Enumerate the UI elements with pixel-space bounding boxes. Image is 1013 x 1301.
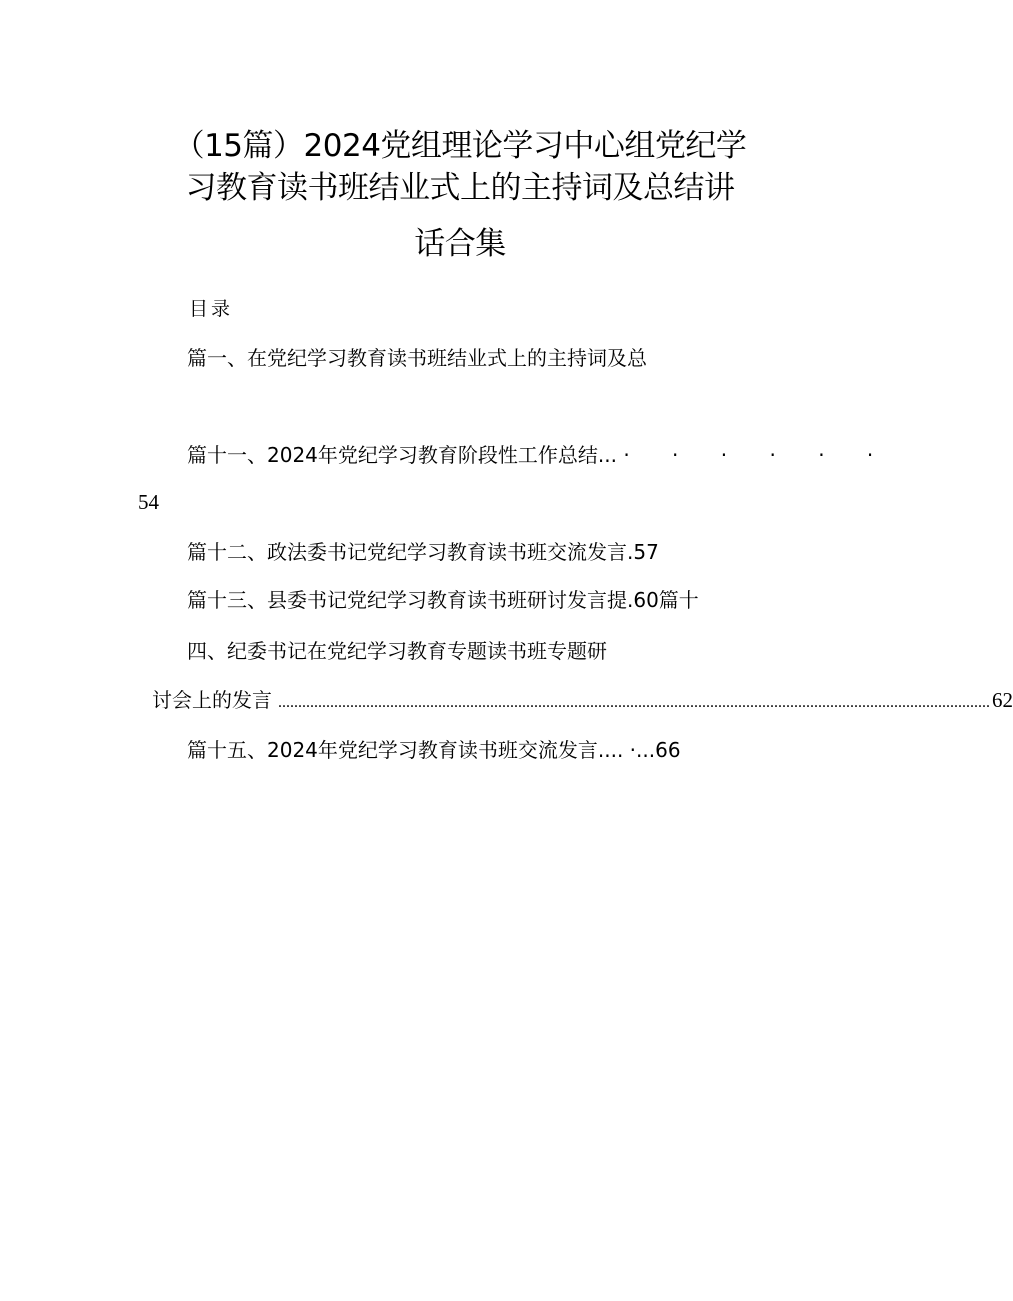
toc-heading: 目录 xyxy=(189,298,234,320)
toc-entry-14-line-1[interactable]: 四、纪委书记在党纪学习教育专题读书班专题研 xyxy=(187,639,607,663)
toc-entry-15[interactable]: 篇十五、2024年党纪学习教育读书班交流发言.... ·...66 xyxy=(187,738,681,762)
toc-entry-13[interactable]: 篇十三、县委书记党纪学习教育读书班研讨发言提.60篇十 xyxy=(187,588,699,612)
toc-entry-11[interactable] xyxy=(187,440,891,470)
toc-entry-11-page: 54 xyxy=(138,490,159,514)
toc-entry-14-text: 讨会上的发言 xyxy=(152,688,272,712)
toc-entry-14-page: 62 xyxy=(992,688,1013,712)
document-title-line-1: （15篇）2024党组理论学习中心组党纪学 xyxy=(173,128,747,164)
toc-entry-14-leader: .................................................................................................................................................................................. xyxy=(278,694,990,711)
document-title-line-2: 习教育读书班结业式上的主持词及总结讲 xyxy=(185,170,735,206)
toc-entry-14-line-2[interactable] xyxy=(152,685,1013,718)
document-title-line-3: 话合集 xyxy=(414,226,506,262)
toc-entry-1[interactable]: 篇一、在党纪学习教育读书班结业式上的主持词及总 xyxy=(187,346,647,370)
toc-entry-11-text: 篇十一、2024年党纪学习教育阶段性工作总结... xyxy=(187,443,617,467)
toc-entry-11-leader: · · · · · · xyxy=(623,443,892,467)
toc-entry-12[interactable]: 篇十二、政法委书记党纪学习教育读书班交流发言.57 xyxy=(187,540,659,564)
